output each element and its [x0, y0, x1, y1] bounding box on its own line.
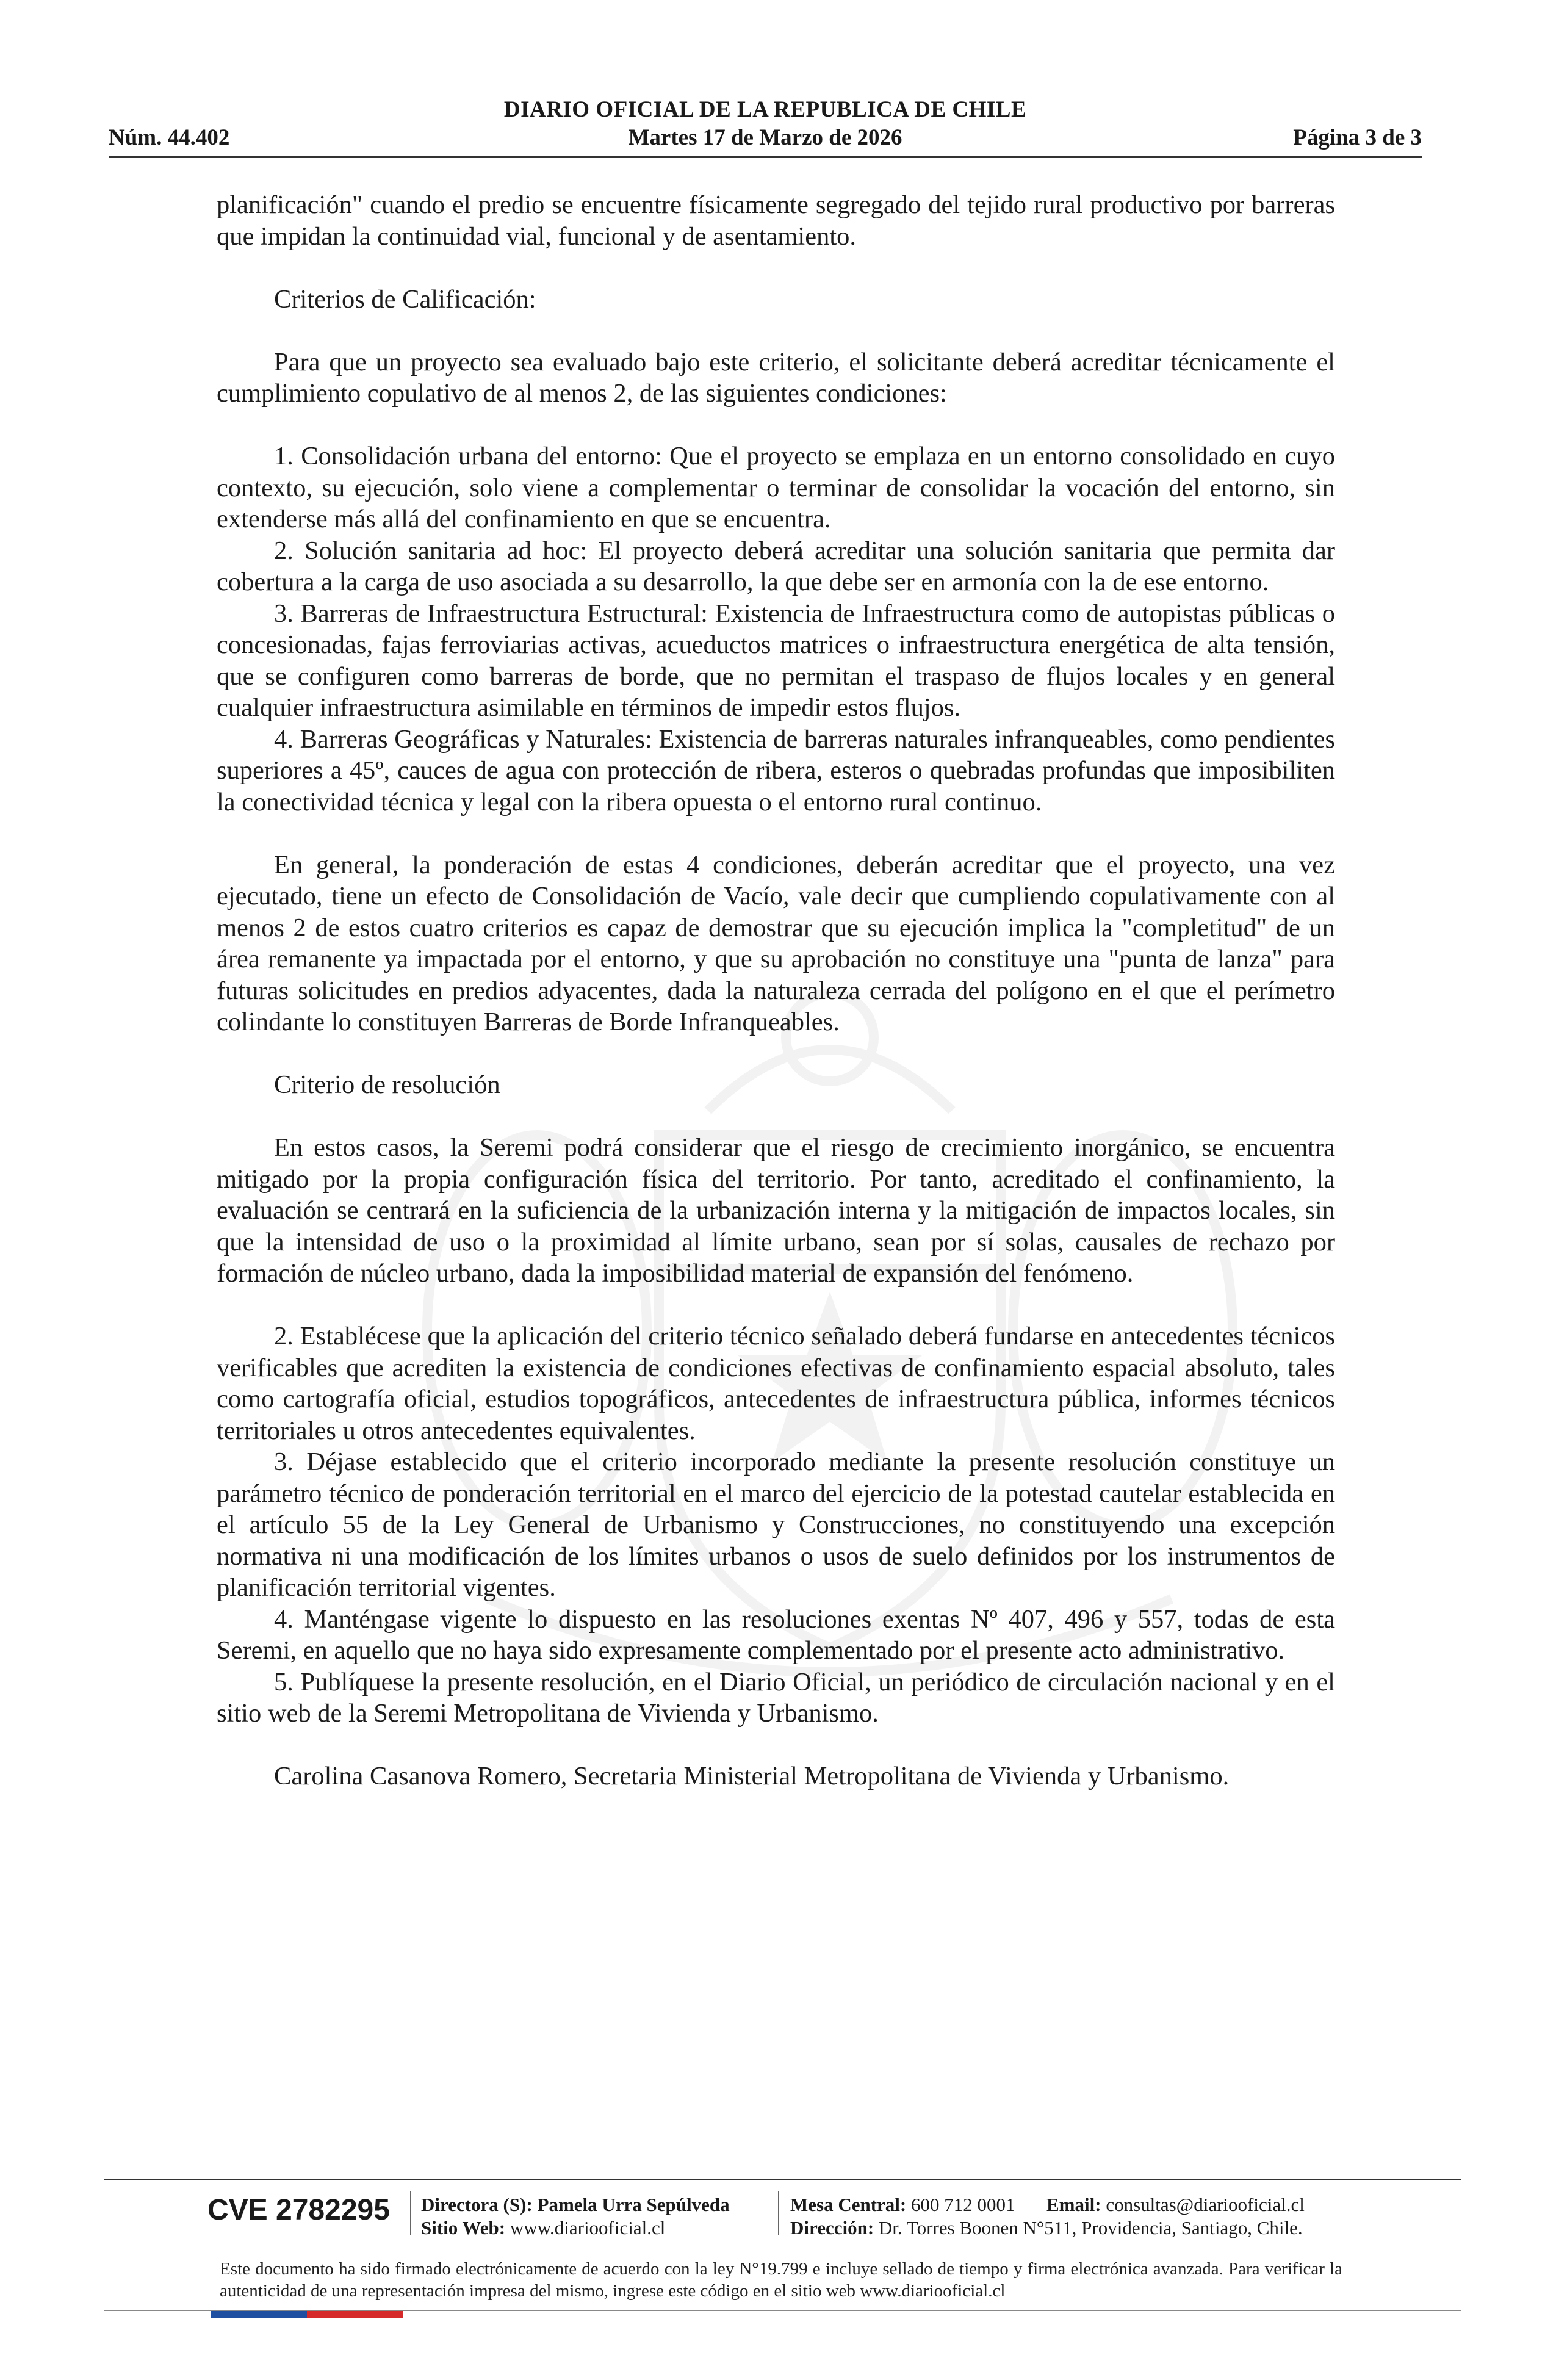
paragraph: Para que un proyecto sea evaluado bajo este criterio, el solicitante deberá acreditar técnicamente el cumplimiento copulativo de al menos 2, de las siguientes condiciones: — [217, 347, 1335, 408]
signature: Carolina Casanova Romero, Secretaria Ministerial Metropolitana de Vivienda y Urbanismo. — [274, 1762, 1230, 1790]
address-line — [790, 2216, 1364, 2240]
flag-red-stripe — [307, 2311, 403, 2318]
website-link[interactable]: www.diariooficial.cl — [510, 2217, 666, 2238]
list-item: 1. Consolidación urbana del entorno: Que el proyecto se emplaza en un entorno consolidado en cuyo contexto, su ejecución, solo viene a complementar o terminar de consolidar la vocación del entorno, sin extenderse más allá del confinamiento en que se encuentra. — [217, 442, 1335, 533]
list-item: 3. Barreras de Infraestructura Estructural: Existencia de Infraestructura como de autopistas públicas o concesionadas, fajas ferroviarias activas, acueductos matrices o infraestructura energética de alta tensión, que se configuren como barreras de borde, que no permitan el traspaso de flujos locales y en general cualquier infraestructura asimilable en términos de impedir estos flujos. — [217, 599, 1335, 722]
publication-title: DIARIO OFICIAL DE LA REPUBLICA DE CHILE — [503, 97, 1027, 122]
paragraph: En general, la ponderación de estas 4 condiciones, deberán acreditar que el proyecto, una vez ejecutado, tiene un efecto de Consolidación de Vacío, vale decir que cumpliendo copulativamente con al menos 2 de estos cuatro criterios es capaz de demostrar que su ejecución implica la "completitud" de un área remanente ya impactada por el entorno, y que su aprobación no constituye una "punta de lanza" para futuras solicitudes en predios adyacentes, dada la naturaleza cerrada del polígono en el que el perímetro colindante lo constituyen Barreras de Borde Infranqueables. — [217, 850, 1335, 1036]
website-label: Sitio Web: — [421, 2217, 506, 2238]
issue-date: Martes 17 de Marzo de 2026 — [628, 125, 902, 150]
contact-info — [790, 2193, 1364, 2240]
issue-number: Núm. 44.402 — [109, 125, 230, 150]
flag-color-bar — [211, 2311, 403, 2318]
footer-separator — [778, 2191, 779, 2235]
website-line — [421, 2216, 775, 2240]
cve-code: CVE 2782295 — [207, 2194, 390, 2226]
resolution-point: 4. Manténgase vigente lo dispuesto en las resoluciones exentas Nº 407, 496 y 557, todas de esta Seremi, en aquello que no haya sido expresamente complementado por el presente acto administrativo. — [217, 1604, 1335, 1665]
list-item: 4. Barreras Geográficas y Naturales: Existencia de barreras naturales infranqueables, como pendientes superiores a 45º, cauces de agua con protección de ribera, esteros o quebradas profundas que imposibiliten la conectividad técnica y legal con la ribera opuesta o el entorno rural continuo. — [217, 724, 1335, 817]
list-item: 2. Solución sanitaria ad hoc: El proyecto deberá acreditar una solución sanitaria que permita dar cobertura a la carga de uso asociada a su desarrollo, la que debe ser en armonía con la de ese entorno. — [217, 536, 1335, 596]
email-label: Email: — [1046, 2194, 1101, 2215]
header-divider — [109, 156, 1422, 158]
footer-divider — [104, 2179, 1461, 2180]
document-body — [217, 189, 1335, 1792]
page-number: Página 3 de 3 — [1293, 125, 1422, 150]
section-heading: Criterio de resolución — [274, 1070, 500, 1099]
flag-blue-stripe — [211, 2311, 307, 2318]
address-label: Dirección: — [790, 2217, 874, 2238]
contact-line — [790, 2193, 1364, 2216]
resolution-point: 2. Establécese que la aplicación del criterio técnico señalado deberá fundarse en antecedentes técnicos verificables que acrediten la existencia de condiciones efectivas de confinamiento espacial absoluto, tales como cartografía oficial, estudios topográficos, antecedentes de infraestructura pública, informes técnicos territoriales u otros antecedentes equivalentes. — [217, 1322, 1335, 1445]
paragraph: planificación" cuando el predio se encuentre físicamente segregado del tejido rural productivo por barreras que impidan la continuidad vial, funcional y de asentamiento. — [217, 190, 1335, 251]
footer-separator — [410, 2191, 411, 2235]
resolution-point: 5. Publíquese la presente resolución, en el Diario Oficial, un periódico de circulación nacional y en el sitio web de la Seremi Metropolitana de Vivienda y Urbanismo. — [217, 1667, 1335, 1728]
legal-notice: Este documento ha sido firmado electrónicamente de acuerdo con la ley N°19.799 e incluye sellado de tiempo y firma electrónica avanzada. Para verificar la autenticidad de una representación impresa del mismo, ingrese este código en el sitio web www.diariooficial.cl — [220, 2259, 1342, 2301]
email-link[interactable]: consultas@diariooficial.cl — [1106, 2194, 1305, 2215]
address-value: Dr. Torres Boonen N°511, Providencia, Santiago, Chile. — [878, 2217, 1303, 2238]
resolution-point: 3. Déjase establecido que el criterio incorporado mediante la presente resolución constituye un parámetro técnico de ponderación territorial en el marco del ejercicio de la potestad cautelar establecida en el artículo 55 de la Ley General de Urbanismo y Construcciones, no constituyendo una excepción normativa ni una modificación de los límites urbanos o usos de suelo definidos por los instrumentos de planificación territorial vigentes. — [217, 1448, 1335, 1602]
page-header — [109, 96, 1422, 157]
paragraph: En estos casos, la Seremi podrá considerar que el riesgo de crecimiento inorgánico, se encuentra mitigado por la propia configuración física del territorio. Por tanto, acreditado el confinamiento, la evaluación se centrará en la suficiencia de la urbanización interna y la mitigación de impactos locales, sin que la intensidad de uso o la proximidad al límite urbano, sean por sí solas, causales de rechazo por formación de núcleo urbano, dada la imposibilidad material de expansión del fenómeno. — [217, 1133, 1335, 1288]
mesa-label: Mesa Central: — [790, 2194, 907, 2215]
directora-name: Directora (S): Pamela Urra Sepúlveda — [421, 2194, 730, 2215]
section-heading: Criterios de Calificación: — [274, 284, 536, 314]
mesa-phone: 600 712 0001 — [911, 2194, 1015, 2215]
directora-info — [421, 2193, 775, 2240]
